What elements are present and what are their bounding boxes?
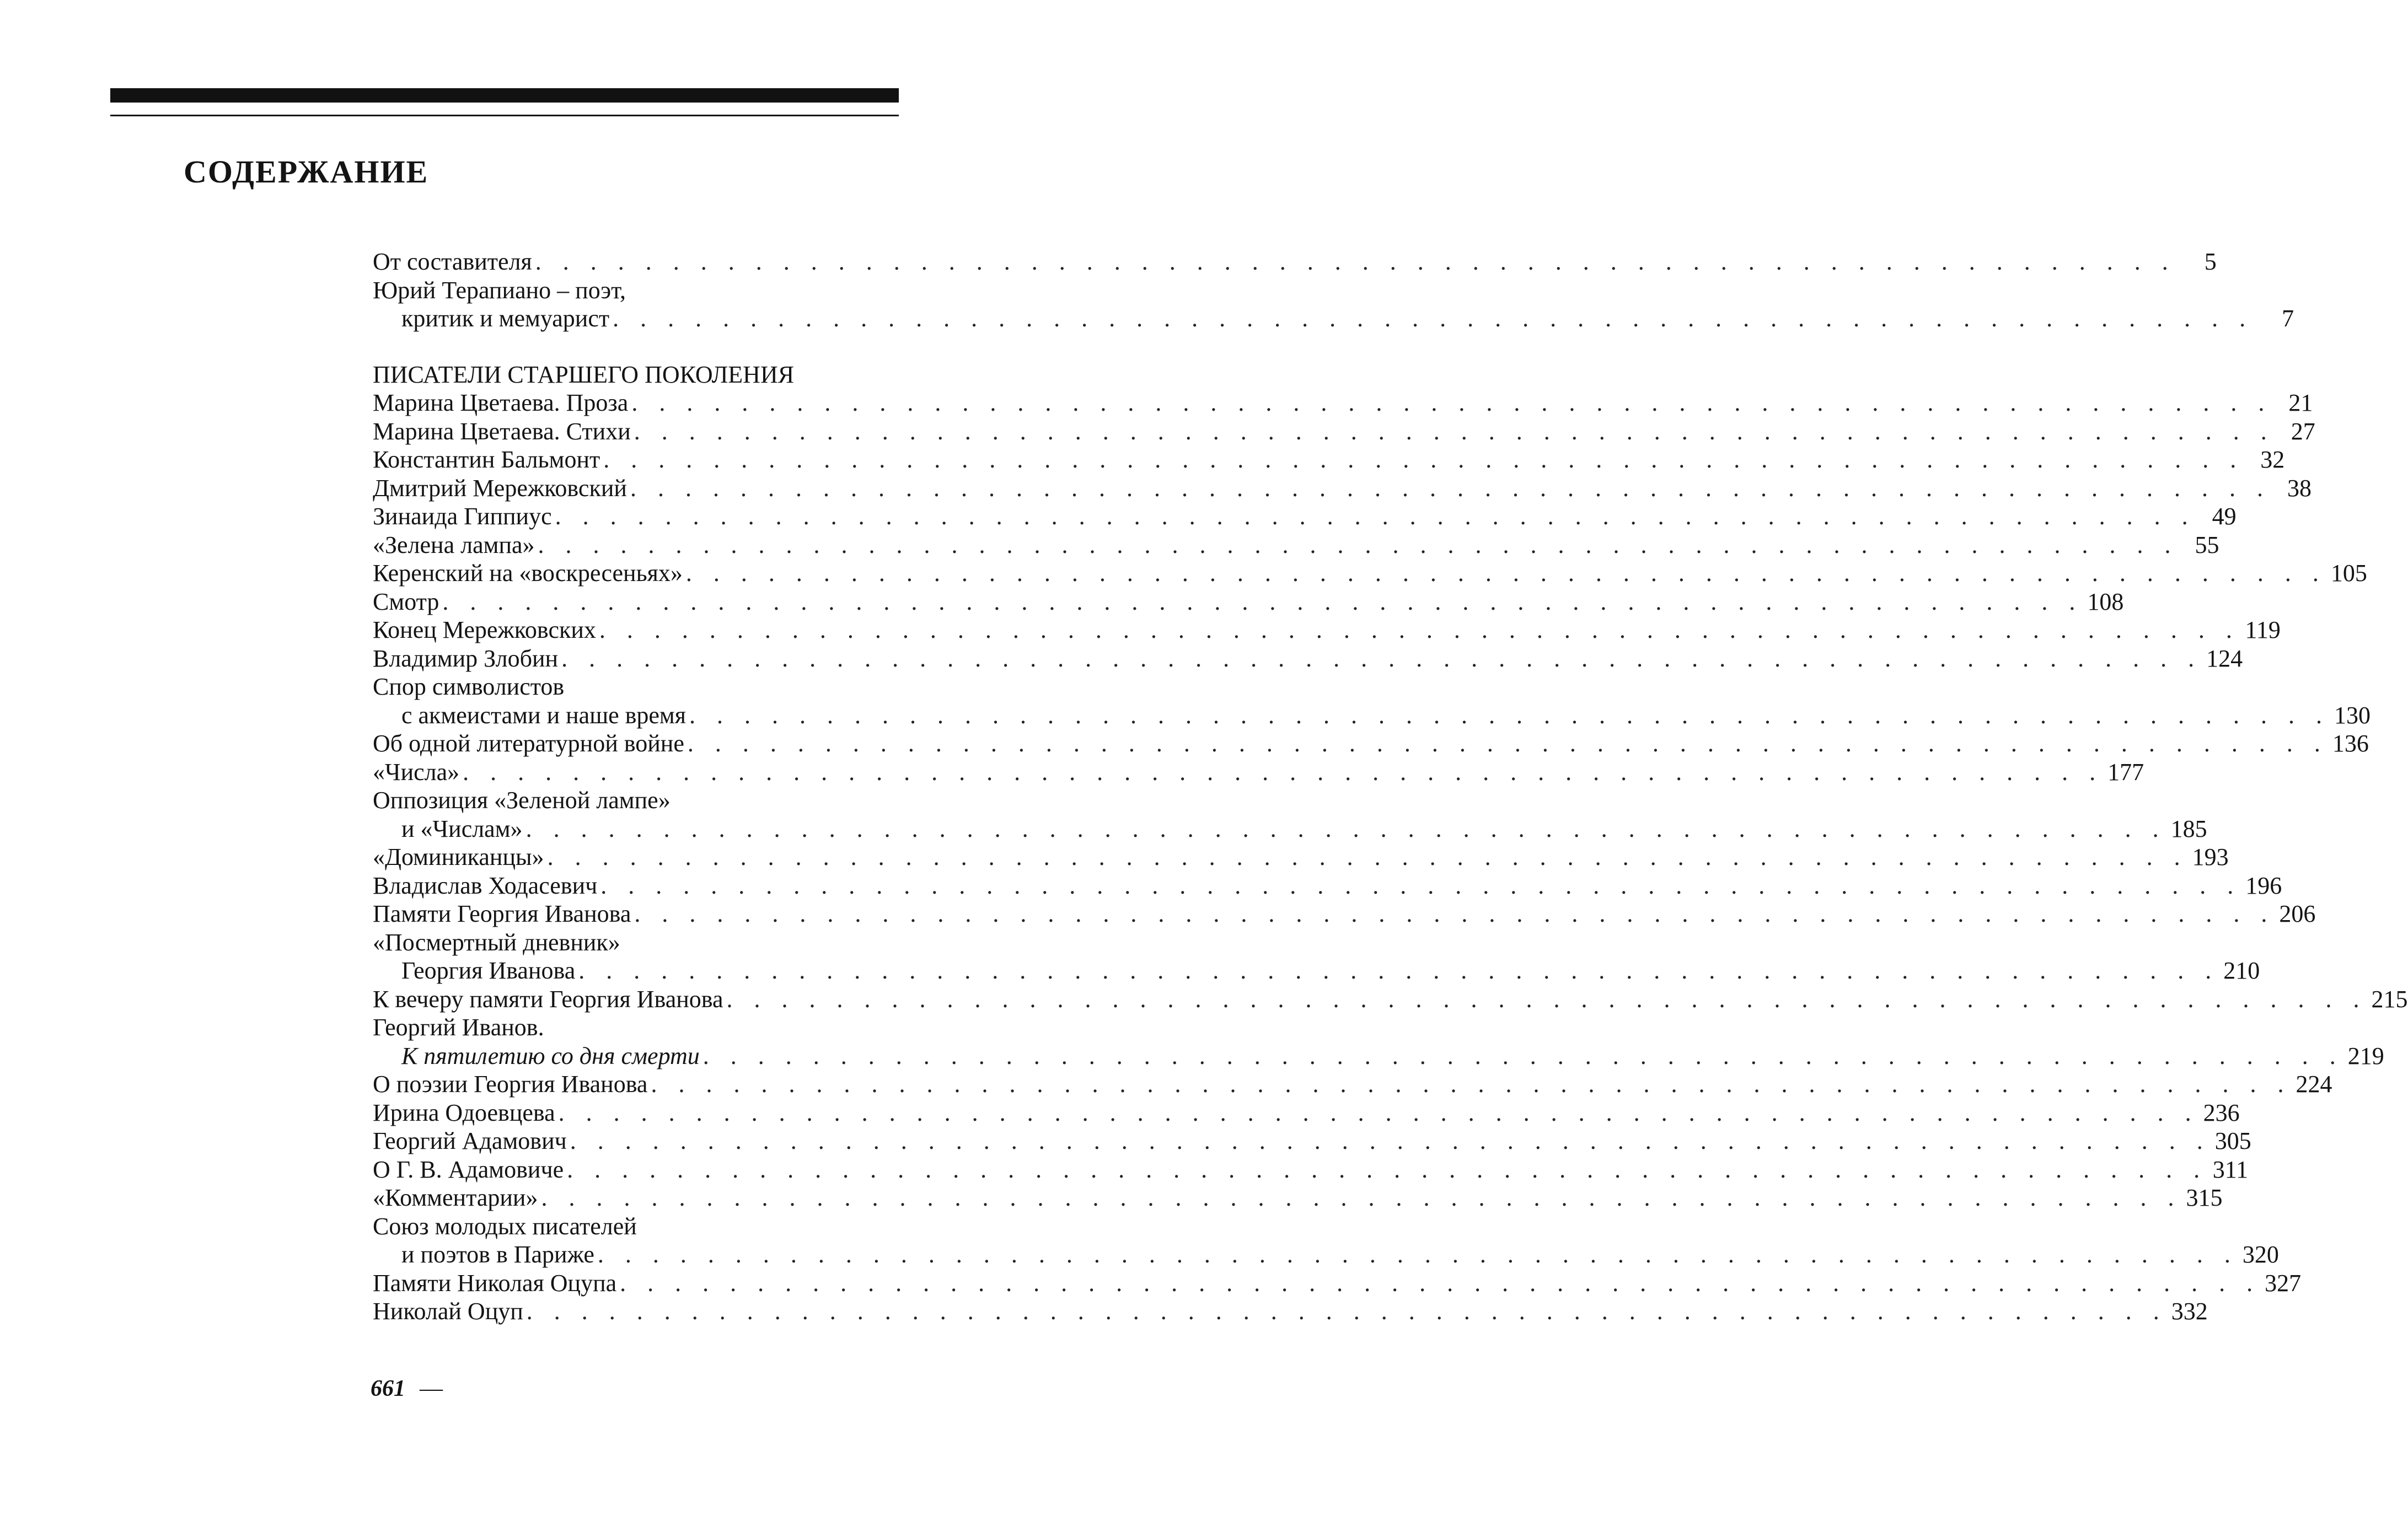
toc-entry-continuation <box>373 1240 2279 1269</box>
toc-leader-dots: . . . . . . . . . . . . . . . . . . . . . . . . . . . . . . . . . . . . . . . . . . . . . . . . . . . . . . . . . . . . <box>651 1071 2292 1098</box>
toc-page-number: 311 <box>2212 1155 2249 1183</box>
toc-entry-title: Георгия Иванова <box>401 957 576 984</box>
toc-entry-title: Георгий Иванов. <box>373 1014 544 1041</box>
toc-entry-title: К вечеру памяти Георгия Иванова <box>373 985 723 1013</box>
toc-entry-title: Владислав Ходасевич <box>373 872 598 899</box>
toc-page-number: 315 <box>2186 1184 2223 1211</box>
toc-entry-title: «Зелена лампа» <box>373 531 535 558</box>
toc-page-number: 305 <box>2214 1127 2251 1154</box>
toc-entry-title: О поэзии Георгия Иванова <box>373 1071 648 1098</box>
toc-entry-continuation <box>373 701 2371 730</box>
toc-leader-dots: . . . . . . . . . . . . . . . . . . . . . . . . . . . . . . . . . . . . . . . . . . . . . . . . . . . . . . . . . . . . <box>538 531 2179 558</box>
toc-section-heading <box>373 361 899 389</box>
toc-page-number: 332 <box>2171 1298 2208 1325</box>
toc-page-number: 327 <box>2265 1269 2302 1297</box>
toc-entry-title: Ирина Одоевцева <box>373 1099 555 1126</box>
toc-leader-dots: . . . . . . . . . . . . . . . . . . . . . . . . . . . . . . . . . . . . . . . . . . . . . . . . . . . . . . . . . . . . <box>620 1269 2261 1297</box>
toc-entry-title: с акмеистами и наше время <box>401 701 686 729</box>
toc-entry-title: Николай Оцуп <box>373 1298 523 1325</box>
toc-leader-dots: . . . . . . . . . . . . . . . . . . . . . . . . . . . . . . . . . . . . . . . . . . . . . . . . . . . . . . . . . . . . <box>689 701 2330 729</box>
toc-page-number: 119 <box>2245 616 2281 643</box>
toc-page-number: 136 <box>2332 730 2369 757</box>
toc-entry-title: «Числа» <box>373 758 460 786</box>
toc-leader-dots: . . . . . . . . . . . . . . . . . . . . . . . . . . . . . . . . . . . . . . . . . . . . . . . . . . . . . . . . . . . . <box>525 815 2166 842</box>
header-rule-thick <box>110 88 899 103</box>
toc-entry-continuation <box>373 1042 2384 1071</box>
toc-entry <box>373 588 2124 616</box>
toc-page-number: 55 <box>2195 531 2219 558</box>
toc-page-number: 130 <box>2334 701 2371 729</box>
toc-entry-title: Марина Цветаева. Стихи <box>373 417 631 445</box>
toc-entry <box>373 843 2229 872</box>
toc-entry <box>373 389 2313 417</box>
toc-entry-continuation <box>373 956 2260 985</box>
toc-entry-title: Марина Цветаева. Проза <box>373 389 629 416</box>
toc-entry <box>373 1212 899 1241</box>
toc-page-number: 5 <box>2204 248 2217 275</box>
toc-entry <box>373 644 2243 673</box>
toc-entry <box>373 900 2316 928</box>
toc-leader-dots: . . . . . . . . . . . . . . . . . . . . . . . . . . . . . . . . . . . . . . . . . . . . . . . . . . . . . . . . . . . . <box>726 985 2367 1013</box>
toc-page-number: 105 <box>2330 560 2367 587</box>
toc-entry <box>373 616 2281 644</box>
toc-page-number: 210 <box>2223 957 2260 984</box>
toc-leader-dots: . . . . . . . . . . . . . . . . . . . . . . . . . . . . . . . . . . . . . . . . . . . . . . . . . . . . . . . . . . . . <box>634 900 2275 927</box>
toc-page-number: 215 <box>2371 985 2408 1013</box>
toc-entry <box>373 1155 2249 1184</box>
toc-entry-title: Памяти Георгия Иванова <box>373 900 631 927</box>
toc-entry-continuation <box>373 304 2294 333</box>
toc-leader-dots: . . . . . . . . . . . . . . . . . . . . . . . . . . . . . . . . . . . . . . . . . . . . . . . . . . . . . . . . . . . . <box>702 1042 2343 1069</box>
toc-entry-title: Об одной литературной войне <box>373 730 684 757</box>
toc-entry-title: «Посмертный дневник» <box>373 928 620 956</box>
toc-page-number: 7 <box>2282 305 2294 332</box>
toc-entry-continuation <box>373 815 2207 843</box>
toc-entry <box>373 985 2408 1014</box>
toc-page-number: 219 <box>2347 1042 2384 1069</box>
page-number: 661 <box>371 1376 405 1401</box>
toc-entry-title: Зинаида Гиппиус <box>373 503 552 530</box>
toc-leader-dots: . . . . . . . . . . . . . . . . . . . . . . . . . . . . . . . . . . . . . . . . . . . . . . . . . . . . . . . . . . . . <box>599 616 2240 643</box>
toc-leader-dots: . . . . . . . . . . . . . . . . . . . . . . . . . . . . . . . . . . . . . . . . . . . . . . . . . . . . . . . . . . . . <box>570 1127 2211 1154</box>
toc-page-number: 21 <box>2288 389 2313 416</box>
toc-page-number: 27 <box>2291 417 2315 445</box>
toc-entry-title: От составителя <box>373 248 532 275</box>
toc-entry-title: Керенский на «воскресеньях» <box>373 560 683 587</box>
toc-page-number: 224 <box>2296 1071 2332 1098</box>
toc-entry-title: Владимир Злобин <box>373 644 559 672</box>
toc-leader-dots: . . . . . . . . . . . . . . . . . . . . . . . . . . . . . . . . . . . . . . . . . . . . . . . . . . . . . . . . . . . . <box>597 1241 2238 1268</box>
toc-entry-title: Спор символистов <box>373 673 565 700</box>
toc-page-number: 32 <box>2260 446 2285 473</box>
toc-entry-title: Оппозиция «Зеленой лампе» <box>373 787 671 814</box>
toc-entry <box>373 417 2315 446</box>
toc-entry-title: и поэтов в Париже <box>401 1241 594 1268</box>
toc-page-number: 177 <box>2107 758 2144 786</box>
toc-leader-dots: . . . . . . . . . . . . . . . . . . . . . . . . . . . . . . . . . . . . . . . . . . . . . . . . . . . . . . . . . . . . <box>603 446 2244 473</box>
toc-page-number: 236 <box>2203 1099 2240 1126</box>
toc-entry-title: О Г. В. Адамовиче <box>373 1155 564 1183</box>
toc-page-number: 185 <box>2170 815 2207 842</box>
toc-entry <box>373 531 2219 560</box>
toc-entry-title: Дмитрий Мережковский <box>373 474 627 502</box>
toc-entry-title: Георгий Адамович <box>373 1127 567 1154</box>
toc-entry <box>373 758 2144 787</box>
toc-entry-title: К пятилетию со дня смерти <box>401 1042 700 1069</box>
toc-leader-dots: . . . . . . . . . . . . . . . . . . . . . . . . . . . . . . . . . . . . . . . . . . . . . . . . . . . . . . . . . . . . <box>567 1155 2208 1183</box>
toc-entry-title: Памяти Николая Оцупа <box>373 1269 617 1297</box>
toc-entry <box>373 928 899 957</box>
toc-entry <box>373 1070 2332 1099</box>
toc-leader-dots: . . . . . . . . . . . . . . . . . . . . . . . . . . . . . . . . . . . . . . . . . . . . . . . . . . . . . . . . . . . . <box>600 872 2241 899</box>
toc-entry-title: Юрий Терапиано – поэт, <box>373 276 626 304</box>
toc-entry-title: Союз молодых писателей <box>373 1212 637 1240</box>
toc-page-number: 320 <box>2242 1241 2279 1268</box>
toc-leader-dots: . . . . . . . . . . . . . . . . . . . . . . . . . . . . . . . . . . . . . . . . . . . . . . . . . . . . . . . . . . . . <box>687 730 2328 757</box>
table-of-contents <box>373 248 2408 1326</box>
toc-leader-dots: . . . . . . . . . . . . . . . . . . . . . . . . . . . . . . . . . . . . . . . . . . . . . . . . . . . . . . . . . . . . <box>555 503 2196 530</box>
toc-leader-dots: . . . . . . . . . . . . . . . . . . . . . . . . . . . . . . . . . . . . . . . . . . . . . . . . . . . . . . . . . . . . <box>535 248 2176 275</box>
toc-leader-dots: . . . . . . . . . . . . . . . . . . . . . . . . . . . . . . . . . . . . . . . . . . . . . . . . . . . . . . . . . . . . <box>558 1099 2199 1126</box>
toc-entry-title: и «Числам» <box>401 815 523 842</box>
toc-entry-title: «Доминиканцы» <box>373 843 544 870</box>
toc-entry-title: критик и мемуарист <box>401 305 610 332</box>
toc-entry <box>373 1013 899 1042</box>
toc-page-number: 193 <box>2192 843 2229 870</box>
toc-entry-title: ПИСАТЕЛИ СТАРШЕГО ПОКОЛЕНИЯ <box>373 361 795 388</box>
toc-entry <box>373 786 899 815</box>
toc-leader-dots: . . . . . . . . . . . . . . . . . . . . . . . . . . . . . . . . . . . . . . . . . . . . . . . . . . . . . . . . . . . . <box>578 957 2219 984</box>
toc-page-number: 196 <box>2245 872 2282 899</box>
toc-entry <box>373 673 899 701</box>
page-footer <box>371 1375 443 1402</box>
toc-leader-dots: . . . . . . . . . . . . . . . . . . . . . . . . . . . . . . . . . . . . . . . . . . . . . . . . . . . . . . . . . . . . <box>630 474 2271 502</box>
page-title: СОДЕРЖАНИЕ <box>184 154 429 190</box>
toc-page-number: 124 <box>2206 644 2243 672</box>
toc-entry <box>373 559 2367 588</box>
toc-entry <box>373 1099 2240 1127</box>
toc-entry <box>373 248 2217 276</box>
toc-entry-title: «Комментарии» <box>373 1184 538 1211</box>
footer-dash: — <box>420 1376 443 1401</box>
toc-entry <box>373 474 2312 503</box>
toc-entry <box>373 1127 2251 1155</box>
toc-page-number: 108 <box>2087 588 2124 615</box>
toc-leader-dots: . . . . . . . . . . . . . . . . . . . . . . . . . . . . . . . . . . . . . . . . . . . . . . . . . . . . . . . . . . . . <box>631 389 2272 416</box>
toc-entry-title: Смотр <box>373 588 439 615</box>
toc-entry <box>373 872 2282 900</box>
toc-page-number: 206 <box>2279 900 2316 927</box>
toc-entry-title: Конец Мережковских <box>373 616 596 643</box>
toc-leader-dots: . . . . . . . . . . . . . . . . . . . . . . . . . . . . . . . . . . . . . . . . . . . . . . . . . . . . . . . . . . . . <box>613 305 2254 332</box>
toc-entry <box>373 729 2369 758</box>
toc-leader-dots: . . . . . . . . . . . . . . . . . . . . . . . . . . . . . . . . . . . . . . . . . . . . . . . . . . . . . . . . . . . . <box>561 644 2202 672</box>
toc-leader-dots: . . . . . . . . . . . . . . . . . . . . . . . . . . . . . . . . . . . . . . . . . . . . . . . . . . . . . . . . . . . . <box>547 843 2188 870</box>
toc-leader-dots: . . . . . . . . . . . . . . . . . . . . . . . . . . . . . . . . . . . . . . . . . . . . . . . . . . . . . . . . . . . . <box>442 588 2083 615</box>
toc-page-number: 49 <box>2212 503 2237 530</box>
toc-leader-dots: . . . . . . . . . . . . . . . . . . . . . . . . . . . . . . . . . . . . . . . . . . . . . . . . . . . . . . . . . . . . <box>685 560 2326 587</box>
toc-leader-dots: . . . . . . . . . . . . . . . . . . . . . . . . . . . . . . . . . . . . . . . . . . . . . . . . . . . . . . . . . . . . <box>541 1184 2182 1211</box>
toc-entry <box>373 502 2237 531</box>
toc-page-number: 38 <box>2287 474 2312 502</box>
toc-entry-title: Константин Бальмонт <box>373 446 600 473</box>
toc-entry <box>373 1184 2223 1212</box>
toc-leader-dots: . . . . . . . . . . . . . . . . . . . . . . . . . . . . . . . . . . . . . . . . . . . . . . . . . . . . . . . . . . . . <box>526 1298 2167 1325</box>
toc-entry <box>373 1297 2208 1326</box>
toc-entry <box>373 445 2285 474</box>
toc-leader-dots: . . . . . . . . . . . . . . . . . . . . . . . . . . . . . . . . . . . . . . . . . . . . . . . . . . . . . . . . . . . . <box>463 758 2104 786</box>
toc-entry <box>373 1269 2302 1298</box>
header-rule-thin <box>110 115 899 116</box>
toc-leader-dots: . . . . . . . . . . . . . . . . . . . . . . . . . . . . . . . . . . . . . . . . . . . . . . . . . . . . . . . . . . . . <box>634 417 2275 445</box>
toc-entry <box>373 276 899 305</box>
